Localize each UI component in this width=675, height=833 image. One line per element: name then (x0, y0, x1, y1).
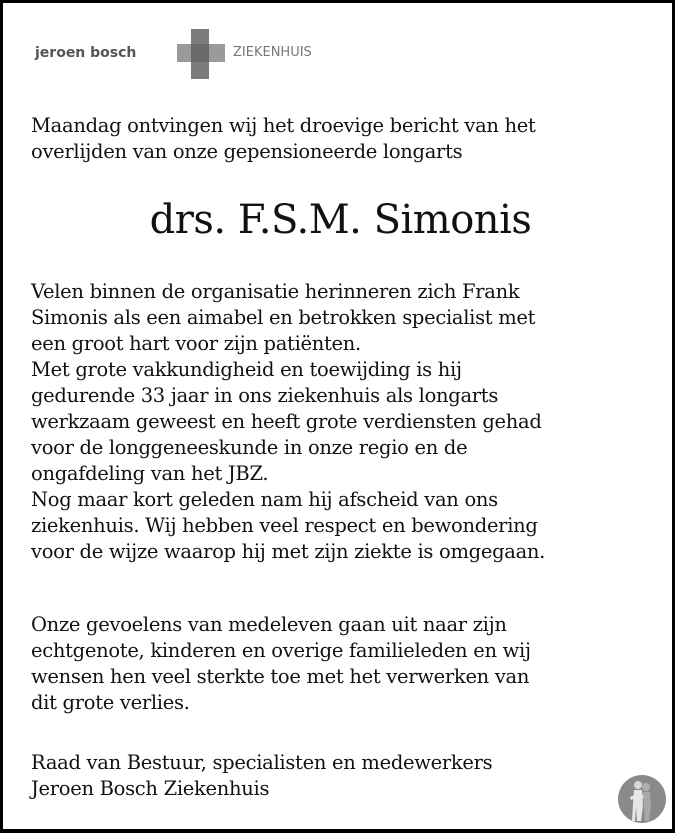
text-line: echtgenote, kinderen en overige familieleden en wij (31, 639, 531, 662)
paragraph-condolences (31, 612, 650, 716)
signature-line: Jeroen Bosch Ziekenhuis (31, 777, 270, 800)
intro-line: overlijden van onze gepensioneerde longarts (31, 140, 463, 163)
logo-text-left: jeroen bosch (35, 45, 137, 61)
text-line: voor de wijze waarop hij met zijn ziekte is omgegaan. (31, 540, 546, 563)
intro-line: Maandag ontvingen wij het droevige bericht van het (31, 114, 536, 137)
hospital-logo (33, 29, 343, 77)
text-line: gedurende 33 jaar in ons ziekenhuis als longarts (31, 384, 499, 407)
intro-text (31, 113, 650, 165)
text-line: Velen binnen de organisatie herinneren zich Frank (31, 280, 520, 303)
text-line: Met grote vakkundigheid en toewijding is hij (31, 358, 462, 381)
text-line: ziekenhuis. Wij hebben veel respect en bewondering (31, 514, 538, 537)
deceased-name: drs. F.S.M. Simonis (149, 197, 532, 243)
logo-text-right: ZIEKENHUIS (233, 45, 312, 60)
text-line: Simonis als een aimabel en betrokken specialist met (31, 306, 536, 329)
cross-icon-center (191, 44, 209, 62)
signature-line: Raad van Bestuur, specialisten en medewerkers (31, 751, 493, 774)
text-line: wensen hen veel sterkte toe met het verwerken van (31, 665, 530, 688)
signature (31, 750, 650, 802)
text-line: Onze gevoelens van medeleven gaan uit naar zijn (31, 613, 507, 636)
text-line: ongafdeling van het JBZ. (31, 462, 269, 485)
text-line: voor de longgeneeskunde in onze regio en de (31, 436, 468, 459)
text-line: werkzaam geweest en heeft grote verdiensten gehad (31, 410, 542, 433)
paragraph-tribute (31, 279, 650, 565)
embracing-figures-icon (618, 775, 666, 823)
text-line: dit grote verlies. (31, 691, 190, 714)
text-line: een groot hart voor zijn patiënten. (31, 332, 361, 355)
text-line: Nog maar kort geleden nam hij afscheid van ons (31, 488, 498, 511)
